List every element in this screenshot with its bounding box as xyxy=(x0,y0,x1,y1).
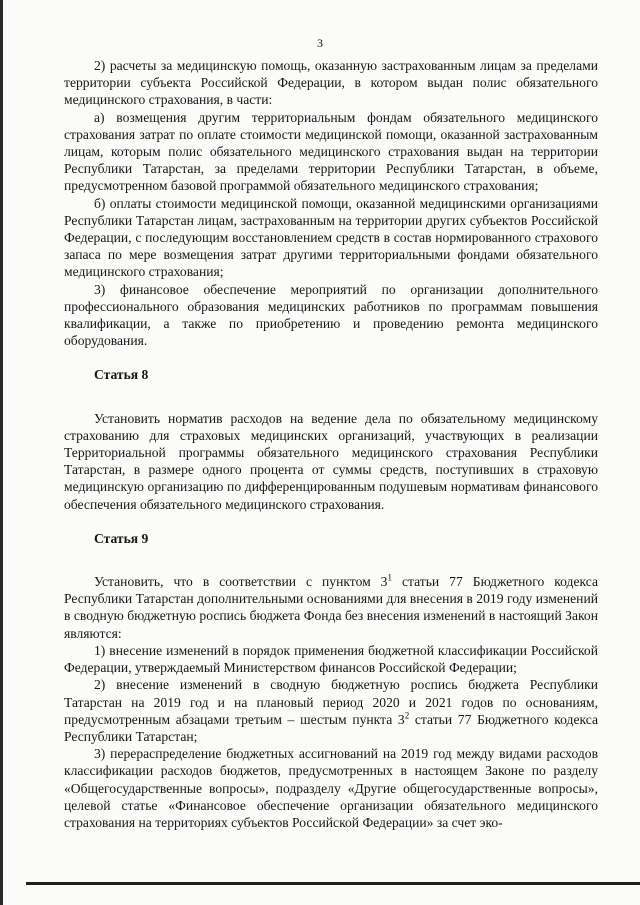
article-9-p1-superscript: 1 xyxy=(387,572,392,583)
article-9-p1-text-a: Установить, что в соответствии с пунктом 3 xyxy=(94,574,388,590)
article-9-paragraph-2: 1) внесение изменений в порядок применения бюджетной классификации Российской Федерации, утверждаемый Министерством финансов Российской Федерации; xyxy=(64,642,598,676)
page-number: 3 xyxy=(317,36,323,50)
paragraph-settlements: 2) расчеты за медицинскую помощь, оказанную застрахованным лицам за пределами территории субъекта Российской Федерации, в котором выдан полис обязательного медицинского страхования, в части: xyxy=(64,58,598,108)
article-9-paragraph-3 xyxy=(64,676,598,745)
article-8-paragraph: Установить норматив расходов на ведение дела по обязательному медицинскому страхованию для страховых медицинских организаций, участвующих в реализации Территориальной программы обязательного медицинского страхования Республики Татарстан, в размере одного процента от суммы средств, поступивших в страховую медицинскую организацию по дифференцированным подушевым нормативам финансового обеспечения обязательного медицинского страхования. xyxy=(64,410,598,512)
article-9-p3-text-a: 2) внесение изменений в сводную бюджетную роспись бюджета Республики Татарстан на 2019 год и на плановый период 2020 и 2021 годов по основаниям, предусмотренным абзацами третьим – шестым пункта 3 xyxy=(64,677,598,727)
paragraph-item-b: б) оплаты стоимости медицинской помощи, оказанной медицинскими организациями Республики Татарстан лицам, застрахованным на территории других субъектов Российской Федерации, с последующим восстановлением средств в состав нормированного страхового запаса по мере возмещения затрат другими территориальными фондами обязательного медицинского страхования; xyxy=(64,195,598,280)
scan-bottom-border xyxy=(26,882,640,885)
document-body xyxy=(64,57,598,831)
paragraph-item-a: а) возмещения другим территориальным фондам обязательного медицинского страхования затрат по оплате стоимости медицинской помощи, оказанной застрахованным лицам, которым полис обязательного медицинского страхования выдан на территории Республики Татарстан, за пределами территории Республики Татарстан, в объеме, предусмотренном базовой программой обязательного медицинского страхования; xyxy=(64,109,598,194)
article-9-p1-text-b: статьи 77 Бюджетного кодекса Республики Татарстан дополнительными основаниями для внесения в 2019 году изменений в сводную бюджетную роспись бюджета Фонда без внесения изменений в настоящий Закон являются: xyxy=(64,574,598,641)
article-9-paragraph-4: 3) перераспределение бюджетных ассигнований на 2019 год между видами расходов классификации расходов бюджетов, предусмотренных в настоящем Законе по разделу «Общегосударственные вопросы», подразделу «Другие общегосударственные вопросы», целевой статье «Финансовое обеспечение организации обязательного медицинского страхования на территориях субъектов Российской Федерации» за счет эко- xyxy=(64,746,598,830)
article-9-heading: Статья 9 xyxy=(94,530,149,546)
article-9-p3-text-b: статьи 77 Бюджетного кодекса Республики Татарстан; xyxy=(64,711,598,744)
article-8-heading: Статья 8 xyxy=(94,367,149,383)
paragraph-item-3: 3) финансовое обеспечение мероприятий по организации дополнительного профессионального образования медицинских работников по программам повышения квалификации, а также по приобретению и проведению ремонта медицинского оборудования. xyxy=(64,281,598,349)
article-9-paragraph-1 xyxy=(64,573,598,642)
article-9-p3-superscript: 2 xyxy=(404,710,410,721)
scan-left-border xyxy=(0,0,3,905)
